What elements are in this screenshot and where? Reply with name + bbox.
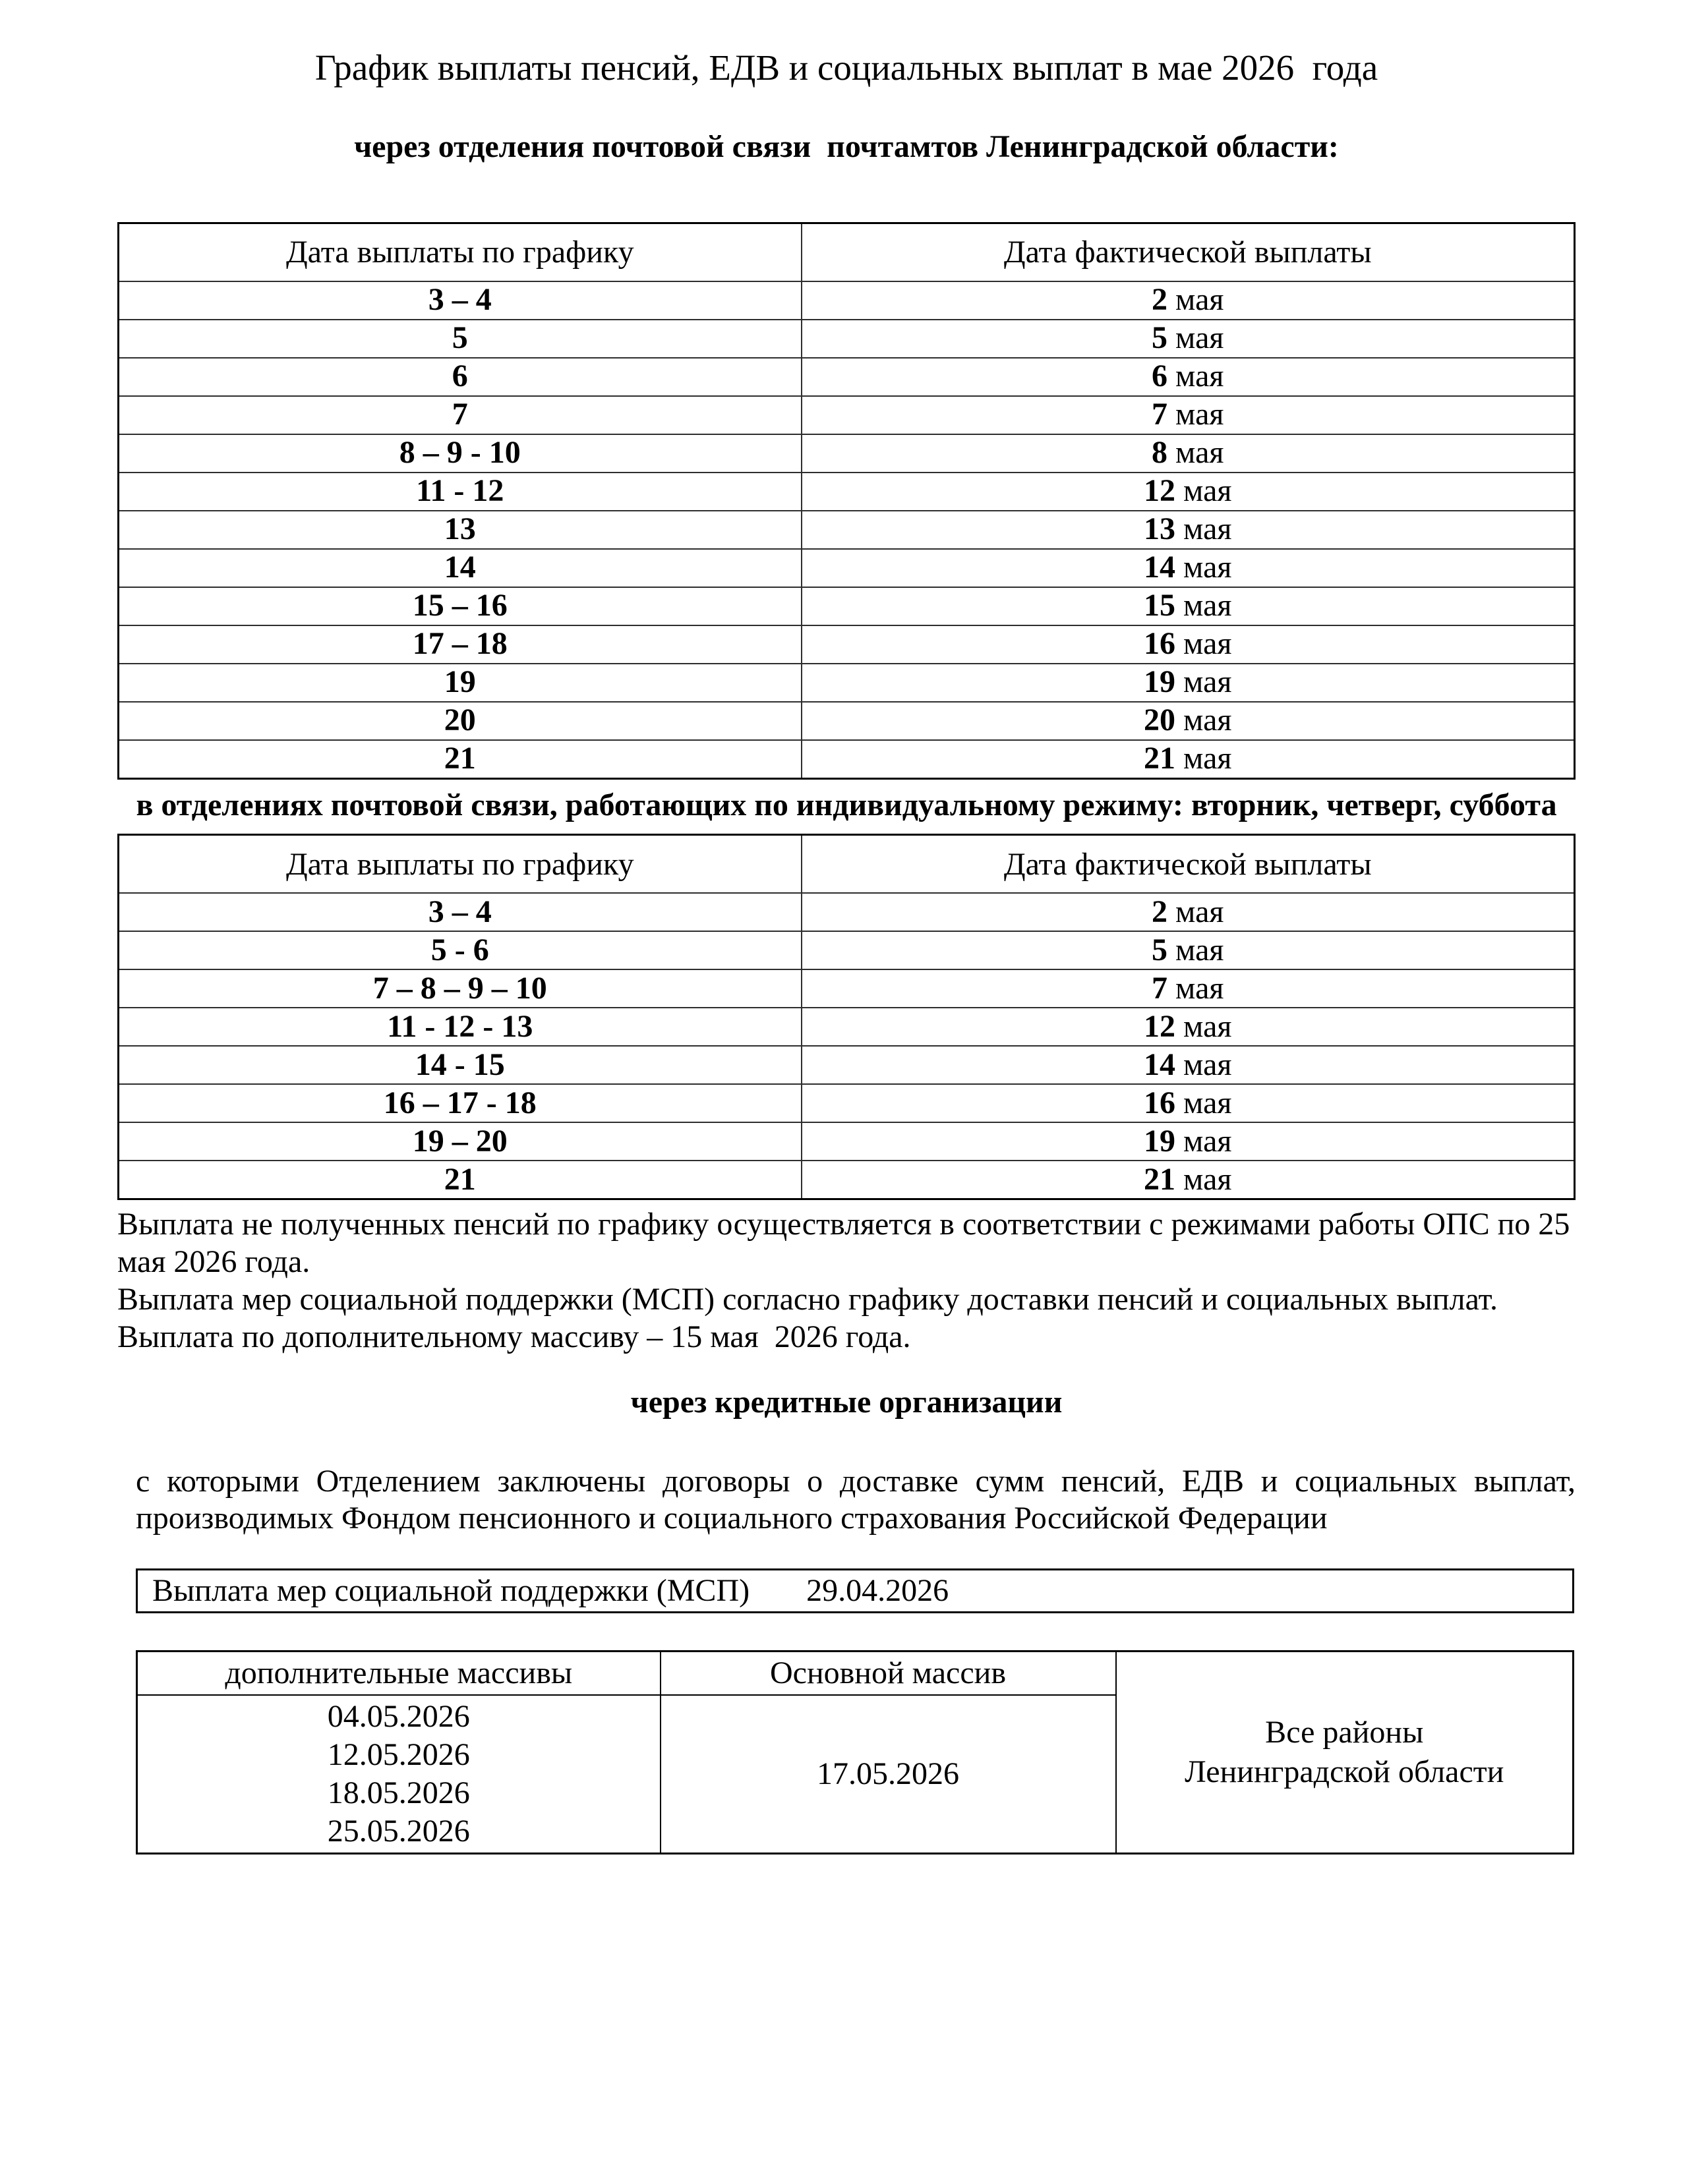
actual-day: 12 [1144,1008,1176,1044]
column-header-actual-date: Дата фактической выплаты [802,835,1575,894]
actual-day: 21 [1144,1161,1176,1197]
scheduled-date-cell: 7 [119,396,802,434]
post-office-schedule-row [119,281,1575,320]
note-msp-delivery: Выплата мер социальной поддержки (МСП) согласно графику доставки пенсий и социальных выплат. [117,1282,1498,1317]
scheduled-date-cell: 3 – 4 [119,893,802,931]
actual-month: мая [1175,511,1232,547]
scheduled-date-cell: 21 [119,1161,802,1199]
actual-day: 21 [1144,741,1176,776]
actual-day: 16 [1144,1085,1176,1120]
actual-date-cell [802,396,1575,434]
actual-month: мая [1167,359,1224,394]
section-heading-individual-mode: в отделениях почтовой связи, работающих по индивидуальному режиму: вторник, четверг, суббота [136,787,1557,822]
actual-month: мая [1175,741,1232,776]
region-label: Все районы Ленинградской области [1185,1714,1504,1789]
actual-date-cell [802,434,1575,473]
actual-month: мая [1167,397,1224,432]
individual-schedule-row [119,931,1575,969]
page-title: График выплаты пенсий, ЕДВ и социальных выплат в мае 2026 года [314,47,1378,88]
actual-month: мая [1167,932,1224,967]
scheduled-date-cell: 11 - 12 - 13 [119,1008,802,1046]
actual-day: 19 [1144,664,1176,700]
scheduled-date-cell: 21 [119,740,802,779]
actual-date-cell [802,1084,1575,1122]
actual-day: 7 [1152,970,1168,1006]
actual-day: 16 [1144,626,1176,662]
post-office-schedule-row [119,549,1575,587]
post-office-schedule-row [119,473,1575,511]
scheduled-date-cell: 5 - 6 [119,931,802,969]
actual-month: мая [1175,588,1232,623]
actual-date-cell [802,664,1575,702]
section-heading-post-offices: через отделения почтовой связи почтамтов Ленинградской области: [354,129,1339,164]
actual-date-cell [802,969,1575,1008]
scheduled-date-cell: 19 [119,664,802,702]
column-header-main-array: Основной массив [661,1651,1116,1695]
table-header-row [119,835,1575,894]
scheduled-date-cell: 13 [119,511,802,549]
post-office-schedule-row [119,740,1575,779]
scheduled-date-cell: 11 - 12 [119,473,802,511]
actual-day: 13 [1144,511,1176,547]
notes-block [117,1205,1576,1356]
post-office-schedule-row [119,587,1575,625]
actual-date-cell [802,1008,1575,1046]
scheduled-date-cell: 6 [119,358,802,396]
individual-mode-schedule-table [117,834,1576,1200]
actual-date-cell [802,281,1575,320]
actual-date-cell [802,1046,1575,1084]
actual-month: мая [1167,894,1224,929]
actual-day: 8 [1152,435,1168,471]
scheduled-date-cell: 5 [119,320,802,358]
actual-day: 5 [1152,320,1168,356]
actual-month: мая [1175,703,1232,738]
individual-schedule-row [119,1161,1575,1199]
individual-schedule-row [119,1008,1575,1046]
actual-day: 2 [1152,894,1168,929]
actual-date-cell [802,1122,1575,1161]
actual-date-cell [802,931,1575,969]
actual-date-cell [802,1161,1575,1199]
actual-month: мая [1175,1047,1232,1082]
actual-day: 14 [1144,1047,1176,1082]
post-office-schedule-row [119,396,1575,434]
additional-array-date: 12.05.2026 [327,1737,470,1772]
additional-array-date: 25.05.2026 [327,1813,470,1849]
actual-date-cell [802,740,1575,779]
actual-date-cell [802,511,1575,549]
scheduled-date-cell: 14 [119,549,802,587]
additional-array-date: 18.05.2026 [327,1775,470,1810]
note-additional-array: Выплата по дополнительному массиву – 15 мая 2026 года. [117,1319,911,1355]
post-office-schedule-table [117,222,1576,780]
column-header-additional-arrays: дополнительные массивы [137,1651,661,1695]
actual-month: мая [1167,320,1224,356]
table-header-row [119,223,1575,281]
page-bottom-whitespace [117,1854,1576,2184]
scheduled-date-cell: 15 – 16 [119,587,802,625]
post-office-schedule-row [119,664,1575,702]
post-office-schedule-row [119,625,1575,664]
individual-schedule-row [119,1084,1575,1122]
actual-month: мая [1175,1008,1232,1044]
column-header-scheduled-date: Дата выплаты по графику [119,835,802,894]
actual-date-cell [802,702,1575,740]
actual-date-cell [802,587,1575,625]
actual-month: мая [1175,473,1232,509]
actual-month: мая [1167,970,1224,1006]
actual-month: мая [1175,1085,1232,1120]
actual-month: мая [1167,282,1224,318]
actual-month: мая [1175,1161,1232,1197]
scheduled-date-cell: 14 - 15 [119,1046,802,1084]
credit-intro-paragraph: с которыми Отделением заключены договоры о доставке сумм пенсий, ЕДВ и социальных выплат, производимых Фондом пенсионного и социального страхования Российской Федерации [136,1463,1576,1536]
additional-dates-cell [137,1695,661,1854]
actual-month: мая [1167,435,1224,471]
actual-date-cell [802,358,1575,396]
actual-day: 15 [1144,588,1176,623]
actual-day: 20 [1144,703,1176,738]
actual-day: 19 [1144,1123,1176,1159]
scheduled-date-cell: 17 – 18 [119,625,802,664]
post-office-schedule-row [119,702,1575,740]
actual-date-cell [802,320,1575,358]
post-office-schedule-row [119,511,1575,549]
actual-day: 14 [1144,550,1176,585]
region-cell [1116,1651,1574,1853]
actual-day: 7 [1152,397,1168,432]
actual-date-cell [802,473,1575,511]
credit-mass-table [136,1650,1574,1854]
scheduled-date-cell: 20 [119,702,802,740]
post-office-schedule-row [119,434,1575,473]
msp-payment-label: Выплата мер социальной поддержки (МСП) [152,1573,750,1609]
actual-month: мая [1175,550,1232,585]
mass-table-header-row [137,1651,1574,1695]
scheduled-date-cell: 3 – 4 [119,281,802,320]
scheduled-date-cell: 19 – 20 [119,1122,802,1161]
individual-schedule-row [119,1122,1575,1161]
individual-schedule-row [119,969,1575,1008]
actual-day: 6 [1152,359,1168,394]
scheduled-date-cell: 16 – 17 - 18 [119,1084,802,1122]
actual-day: 2 [1152,282,1168,318]
actual-day: 12 [1144,473,1176,509]
actual-month: мая [1175,664,1232,700]
msp-payment-date: 29.04.2026 [806,1573,949,1609]
note-unreceived-pensions: Выплата не полученных пенсий по графику осуществляется в соответствии с режимами работы ОПС по 25 мая 2026 года. [117,1207,1578,1280]
post-office-schedule-row [119,320,1575,358]
actual-month: мая [1175,626,1232,662]
column-header-scheduled-date: Дата выплаты по графику [119,223,802,281]
main-array-date-cell: 17.05.2026 [661,1695,1116,1854]
msp-payment-row [136,1568,1574,1613]
actual-date-cell [802,625,1575,664]
actual-day: 5 [1152,932,1168,967]
additional-array-date: 04.05.2026 [327,1698,470,1734]
scheduled-date-cell: 8 – 9 - 10 [119,434,802,473]
individual-schedule-row [119,893,1575,931]
actual-month: мая [1175,1123,1232,1159]
section-heading-credit-organizations: через кредитные организации [630,1385,1063,1420]
scheduled-date-cell: 7 – 8 – 9 – 10 [119,969,802,1008]
post-office-schedule-row [119,358,1575,396]
actual-date-cell [802,549,1575,587]
column-header-actual-date: Дата фактической выплаты [802,223,1575,281]
actual-date-cell [802,893,1575,931]
individual-schedule-row [119,1046,1575,1084]
